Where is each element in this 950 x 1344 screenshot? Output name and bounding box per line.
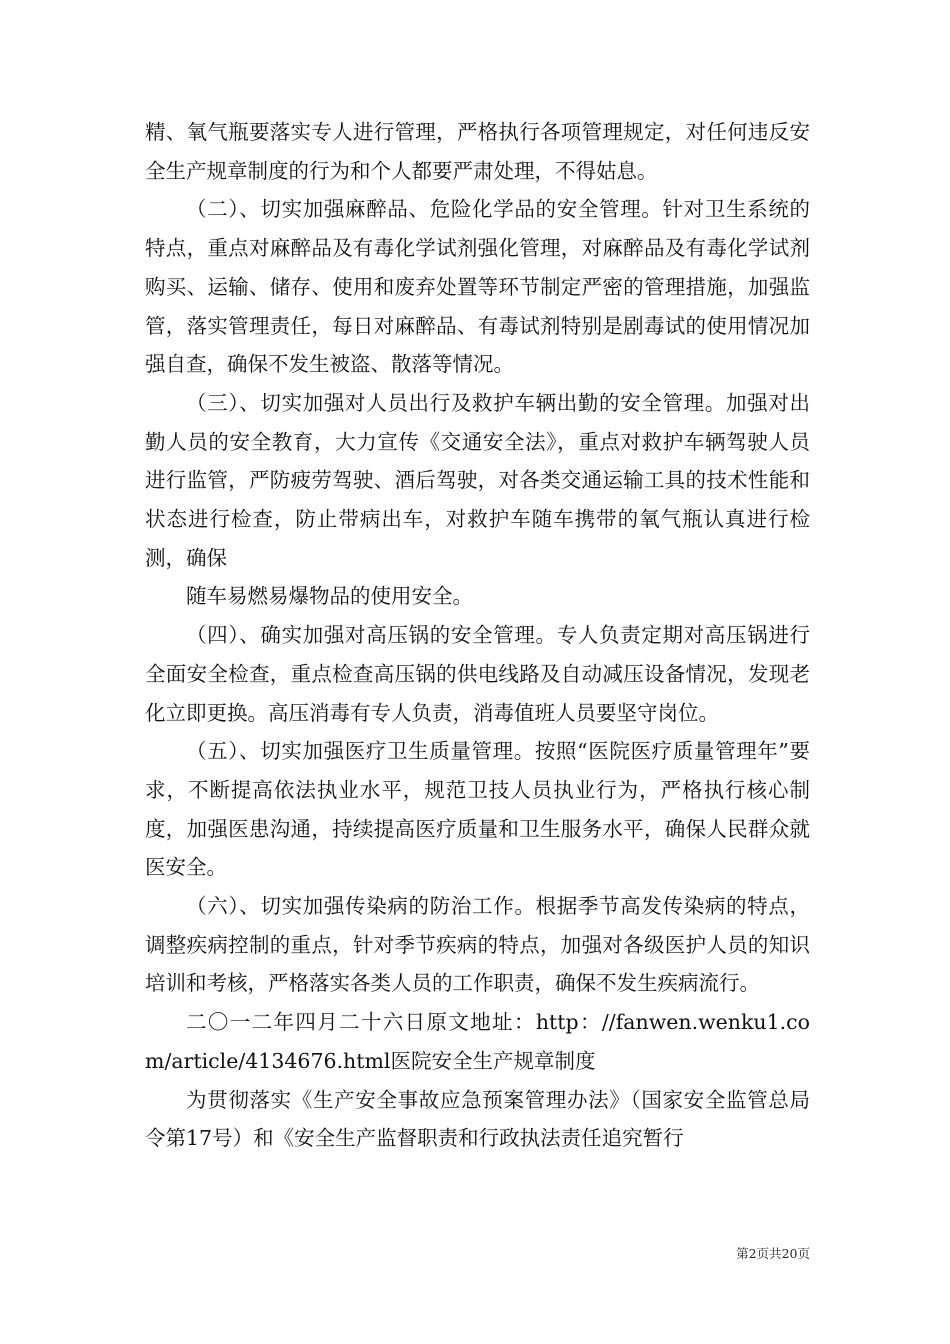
paragraph-section-3: （三）、切实加强对人员出行及救护车辆出勤的安全管理。加强对出勤人员的安全教育，大力宣传《交通安全法》，重点对救护车辆驾驶人员进行监管，严防疲劳驾驶、酒后驾驶，对各类交通运输工具的技术性能和状态进行检查，防止带病出车，对救护车随车携带的氧气瓶认真进行检测，确保 bbox=[145, 390, 810, 570]
paragraph-section-5: （五）、切实加强医疗卫生质量管理。按照“医院医疗质量管理年”要求，不断提高依法执业水平，规范卫技人员执业行为，严格执行核心制度，加强医患沟通，持续提高医疗质量和卫生服务水平，确保人民群众就医安全。 bbox=[145, 739, 810, 880]
paragraph-section-3-fragment: 随车易燃易爆物品的使用安全。 bbox=[186, 584, 473, 609]
body-text bbox=[145, 113, 810, 1158]
paragraph-section-4: （四）、确实加强对高压锅的安全管理。专人负责定期对高压锅进行全面安全检查，重点检查高压锅的供电线路及自动减压设备情况，发现老化立即更换。高压消毒有专人负责，消毒值班人员要坚守岗位。 bbox=[145, 623, 810, 725]
page-number: 第2页共20页 bbox=[736, 1246, 810, 1261]
paragraph-intro: 为贯彻落实《生产安全事故应急预案管理办法》（国家安全监管总局令第17号）和《安全生产监督职责和行政执法责任追究暂行 bbox=[145, 1087, 810, 1151]
paragraph-section-2: （二）、切实加强麻醉品、危险化学品的安全管理。针对卫生系统的特点，重点对麻醉品及有毒化学试剂强化管理，对麻醉品及有毒化学试剂购买、运输、储存、使用和废弃处置等环节制定严密的管理措施，加强监管，落实管理责任，每日对麻醉品、有毒试剂特别是剧毒试的使用情况加强自查，确保不发生被盗、散落等情况。 bbox=[145, 197, 810, 377]
paragraph-continuation: 精、氧气瓶要落实专人进行管理，严格执行各项管理规定，对任何违反安全生产规章制度的行为和个人都要严肃处理，不得姑息。 bbox=[145, 120, 810, 183]
paragraph-date-source: 二〇一二年四月二十六日原文地址：http：//fanwen.wenku1.com/article/4134676.html医院安全生产规章制度 bbox=[145, 1010, 810, 1073]
paragraph-section-6: （六）、切实加强传染病的防治工作。根据季节高发传染病的特点，调整疾病控制的重点，针对季节疾病的特点，加强对各级医护人员的知识培训和考核，严格落实各类人员的工作职责，确保不发生疾病流行。 bbox=[145, 894, 810, 996]
